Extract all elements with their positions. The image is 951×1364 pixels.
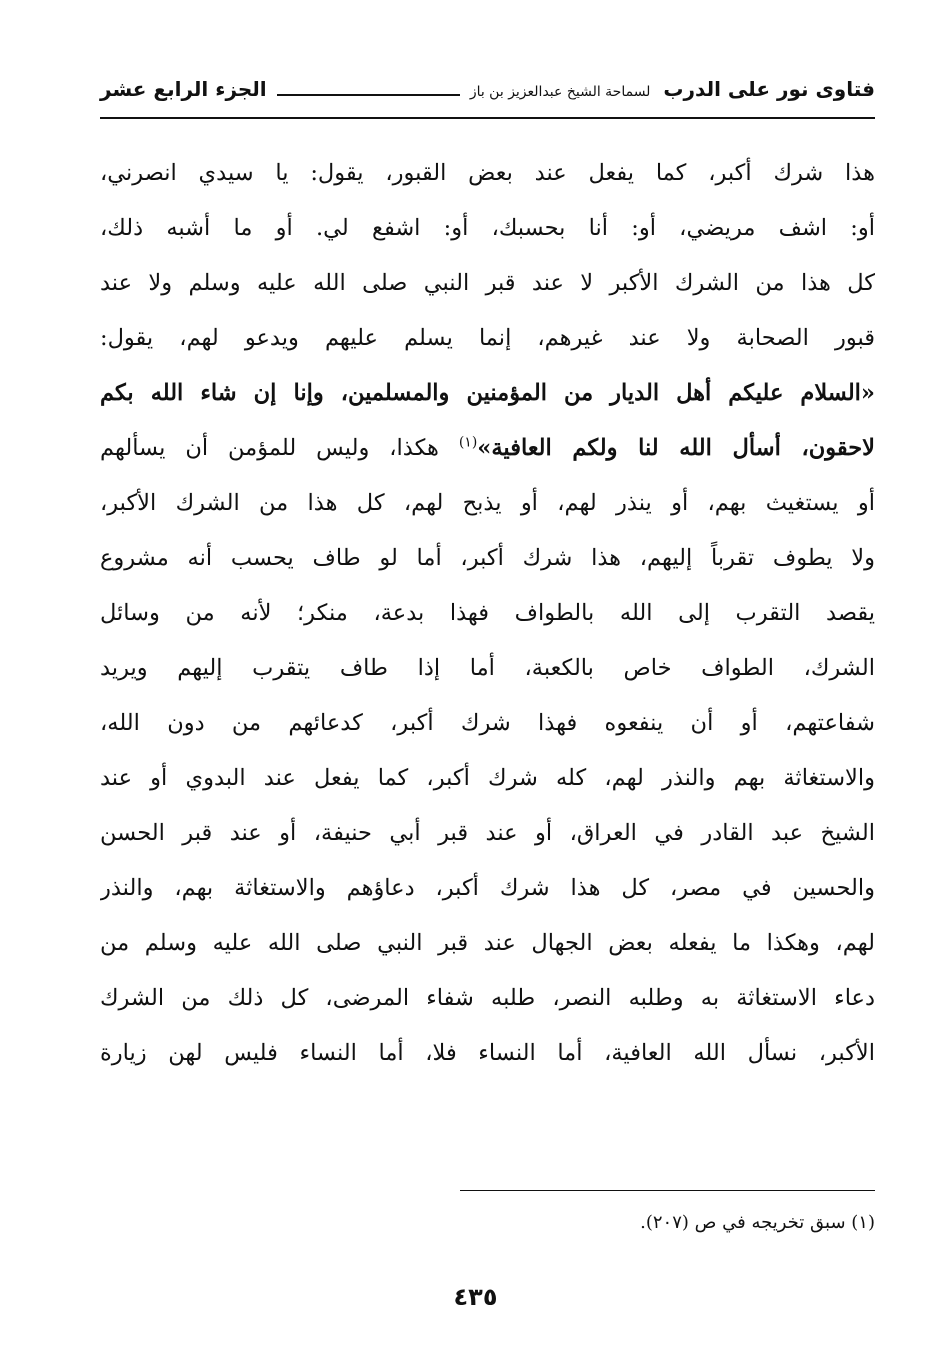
body-text xyxy=(100,146,875,1081)
text-line: كل هذا من الشرك الأكبر لا عند قبر النبي صلى الله عليه وسلم ولا عند xyxy=(100,270,875,296)
header-underline xyxy=(100,117,875,119)
text-line-hadith: لاحقون، أسأل الله لنا ولكم العافية»$^{(١)}$ هكذا، وليس للمؤمن أن يسألهم xyxy=(100,434,875,461)
text-line: يقصد التقرب إلى الله بالطواف فهذا بدعة، منكر؛ لأنه من وسائل xyxy=(100,600,875,626)
book-title: فتاوى نور على الدرب xyxy=(663,77,875,101)
text-line: قبور الصحابة ولا عند غيرهم، إنما يسلم عليهم ويدعو لهم، يقول: xyxy=(100,325,875,351)
page-number: ٤٣٥ xyxy=(453,1283,498,1311)
text-line: ولا يطوف تقرباً إليهم، هذا شرك أكبر، أما لو طاف يحسب أنه مشروع xyxy=(100,545,875,571)
header-separator-line xyxy=(277,94,460,96)
text-line: شفاعتهم، أو أن ينفعوه فهذا شرك أكبر، كدعائهم من دون الله، xyxy=(100,710,875,736)
text-line: دعاء الاستغاثة به وطلبه النصر، طلبه شفاء المرضى، كل ذلك من الشرك xyxy=(100,985,875,1011)
text-line: والحسين في مصر، كل هذا شرك أكبر، دعاؤهم والاستغاثة بهم، والنذر xyxy=(100,875,875,901)
text-line: والاستغاثة بهم والنذر لهم، كله شرك أكبر، كما يفعل عند البدوي أو عند xyxy=(100,765,875,791)
footnote-marker[interactable]: (١) xyxy=(458,434,478,451)
header-title-group xyxy=(470,77,875,101)
text-line: الأكبر، نسأل الله العافية، أما النساء فلا، أما النساء فليس لهن زيارة xyxy=(100,1040,875,1066)
author-line: لسماحة الشيخ عبدالعزيز بن باز xyxy=(469,84,651,100)
footnote: (١) سبق تخريجه في ص (٢٠٧). xyxy=(640,1212,875,1233)
part-title: الجزء الرابع عشر xyxy=(100,77,267,101)
text-line: أو: اشف مريضي، أو: أنا بحسبك، أو: اشفع لي. أو ما أشبه ذلك، xyxy=(100,215,875,241)
running-header xyxy=(100,72,875,106)
text-line: هذا شرك أكبر، كما يفعل عند بعض القبور، يقول: يا سيدي انصرني، xyxy=(100,160,875,186)
text-line: لهم، وهكذا ما يفعله بعض الجهال عند قبر النبي صلى الله عليه وسلم من xyxy=(100,930,875,956)
text-line: الشرك، الطواف خاص بالكعبة، أما إذا طاف يتقرب إليهم ويريد xyxy=(100,655,875,681)
footnote-separator xyxy=(460,1190,875,1191)
text-line: الشيخ عبد القادر في العراق، أو عند قبر أبي حنيفة، أو عند قبر الحسن xyxy=(100,820,875,846)
text-line: أو يستغيث بهم، أو ينذر لهم، أو يذبح لهم، كل هذا من الشرك الأكبر، xyxy=(100,490,875,516)
text-line-hadith: «السلام عليكم أهل الديار من المؤمنين والمسلمين، وإنا إن شاء الله بكم xyxy=(100,380,875,406)
